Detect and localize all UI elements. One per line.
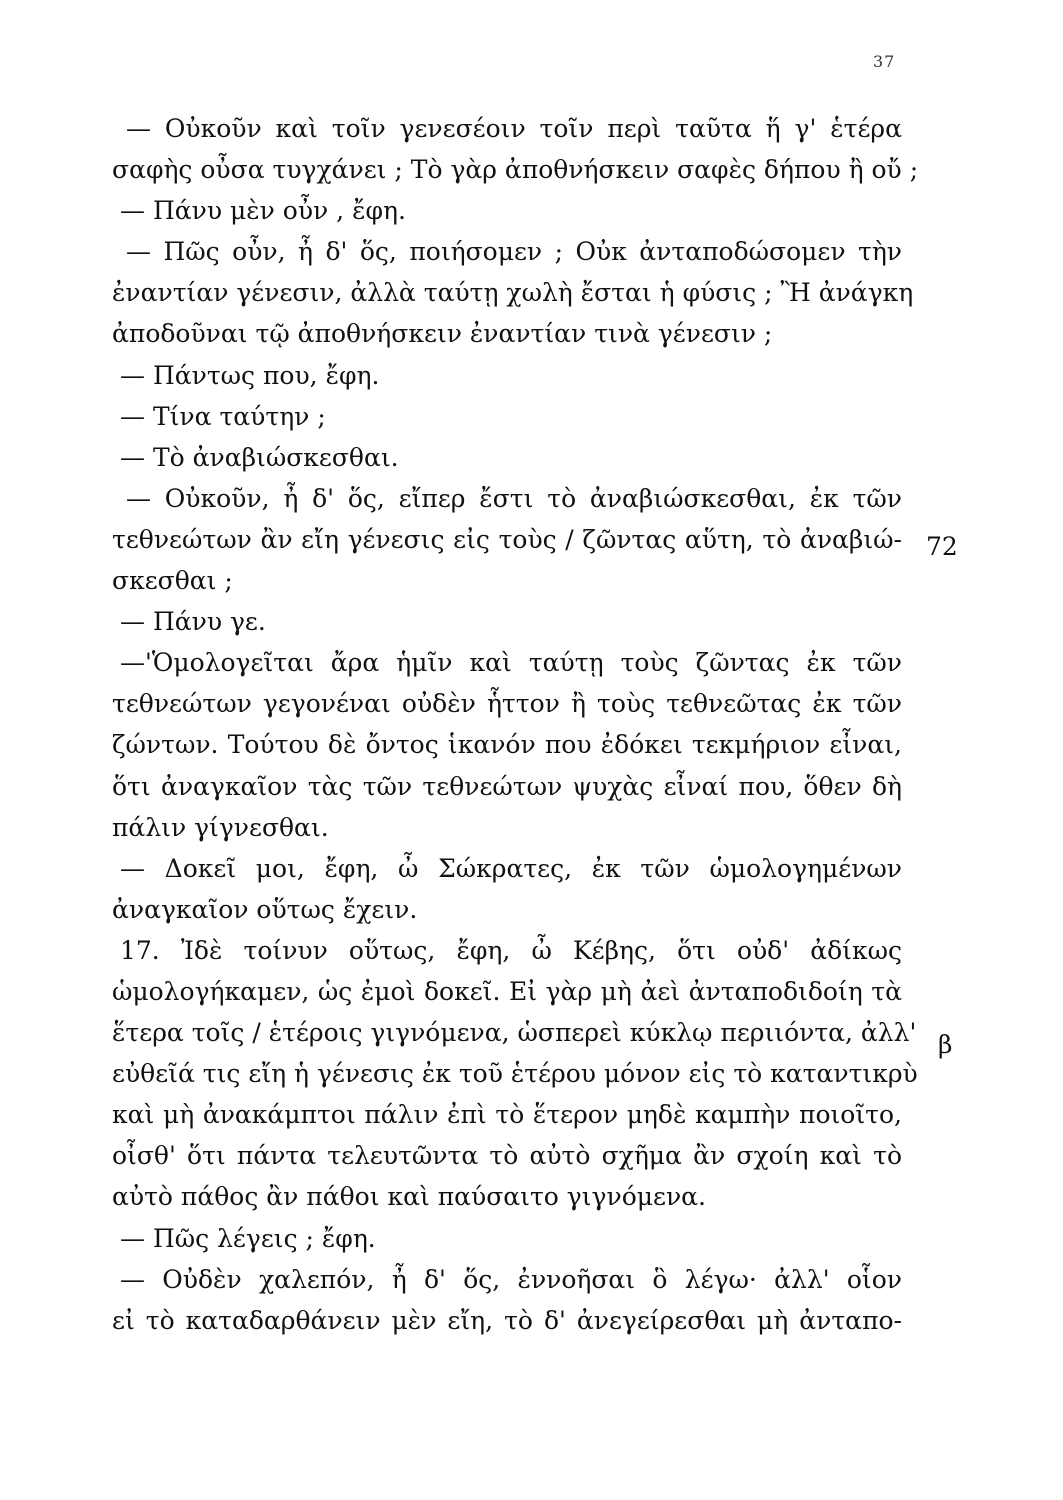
text-line: ἐναντίαν γένεσιν, ἀλλὰ ταύτῃ χωλὴ ἔσται ἡ φύσις ; Ἢ ἀνάγκη xyxy=(112,278,914,308)
page-number: 37 xyxy=(873,52,896,71)
text-line: σαφὴς οὖσα τυγχάνει ; Τὸ γὰρ ἀποθνήσκειν σαφὲς δήπου ἢ οὔ ; xyxy=(112,155,919,185)
text-line: 17. Ἰδὲ τοίνυν οὕτως, ἔφη, ὦ Κέβης, ὅτι οὐδ' ἀδίκως xyxy=(120,935,902,965)
text-line: σκεσθαι ; xyxy=(112,566,233,596)
text-line: οἶσθ' ὅτι πάντα τελευτῶντα τὸ αὐτὸ σχῆμα ἂν σχοίη καὶ τὸ xyxy=(112,1141,902,1171)
text-line: τεθνεώτων γεγονέναι οὐδὲν ἧττον ἢ τοὺς τεθνεῶτας ἐκ τῶν xyxy=(112,689,902,719)
text-line: ζώντων. Τούτου δὲ ὄντος ἱκανόν που ἐδόκει τεκμήριον εἶναι, xyxy=(112,730,902,760)
text-line: — Πάντως που, ἔφη. xyxy=(120,360,380,390)
text-line: εἰ τὸ καταδαρθάνειν μὲν εἴη, τὸ δ' ἀνεγείρεσθαι μὴ ἀνταπο- xyxy=(112,1305,902,1335)
text-line: — Τίνα ταύτην ; xyxy=(120,401,326,431)
text-line: — Τὸ ἀναβιώσκεσθαι. xyxy=(120,442,399,472)
text-line: ὅτι ἀναγκαῖον τὰς τῶν τεθνεώτων ψυχὰς εἶναί που, ὅθεν δὴ xyxy=(112,771,902,801)
text-line: αὐτὸ πάθος ἂν πάθοι καὶ παύσαιτο γιγνόμενα. xyxy=(112,1182,706,1212)
text-line: — Οὐδὲν χαλεπόν, ἦ δ' ὅς, ἐννοῆσαι ὃ λέγω· ἀλλ' οἷον xyxy=(120,1264,902,1294)
text-line: — Πάνυ μὲν οὖν , ἔφη. xyxy=(120,196,406,226)
text-line: — Οὐκοῦν, ἦ δ' ὅς, εἴπερ ἔστι τὸ ἀναβιώσκεσθαι, ἐκ τῶν xyxy=(126,483,902,513)
text-line: ἀποδοῦναι τῷ ἀποθνήσκειν ἐναντίαν τινὰ γένεσιν ; xyxy=(112,319,773,349)
text-line: — Οὐκοῦν καὶ τοῖν γενεσέοιν τοῖν περὶ ταῦτα ἥ γ' ἑτέρα xyxy=(126,114,902,143)
text-line: ἀναγκαῖον οὕτως ἔχειν. xyxy=(112,894,418,924)
text-line: ἕτερα τοῖς / ἑτέροις γιγνόμενα, ὡσπερεὶ κύκλῳ περιιόντα, ἀλλ' xyxy=(112,1018,917,1048)
text-line: πάλιν γίγνεσθαι. xyxy=(112,812,329,842)
text-line: εὐθεῖά τις εἴη ἡ γένεσις ἐκ τοῦ ἑτέρου μόνον εἰς τὸ καταντικρὺ xyxy=(112,1059,918,1089)
margin-section-marker: β xyxy=(938,1030,953,1059)
text-line: —'Ὁμολογεῖται ἄρα ἡμῖν καὶ ταύτῃ τοὺς ζῶντας ἐκ τῶν xyxy=(120,648,902,678)
text-line: — Πῶς οὖν, ἦ δ' ὅς, ποιήσομεν ; Οὐκ ἀνταποδώσομεν τὴν xyxy=(126,237,902,267)
text-line: — Πῶς λέγεις ; ἔφη. xyxy=(120,1223,376,1253)
text-line: τεθνεώτων ἂν εἴη γένεσις εἰς τοὺς / ζῶντας αὕτη, τὸ ἀναβιώ- xyxy=(112,524,902,554)
body-text xyxy=(112,108,919,1341)
margin-line-number: 72 xyxy=(926,532,958,561)
text-line: ὡμολογήκαμεν, ὡς ἐμοὶ δοκεῖ. Εἰ γὰρ μὴ ἀεὶ ἀνταποδιδοίη τὰ xyxy=(112,976,902,1006)
text-line: — Πάνυ γε. xyxy=(120,607,266,637)
text-line: — Δοκεῖ μοι, ἔφη, ὦ Σώκρατες, ἐκ τῶν ὡμολογημένων xyxy=(120,853,902,883)
text-line: καὶ μὴ ἀνακάμπτοι πάλιν ἐπὶ τὸ ἕτερον μηδὲ καμπὴν ποιοῖτο, xyxy=(112,1100,902,1130)
